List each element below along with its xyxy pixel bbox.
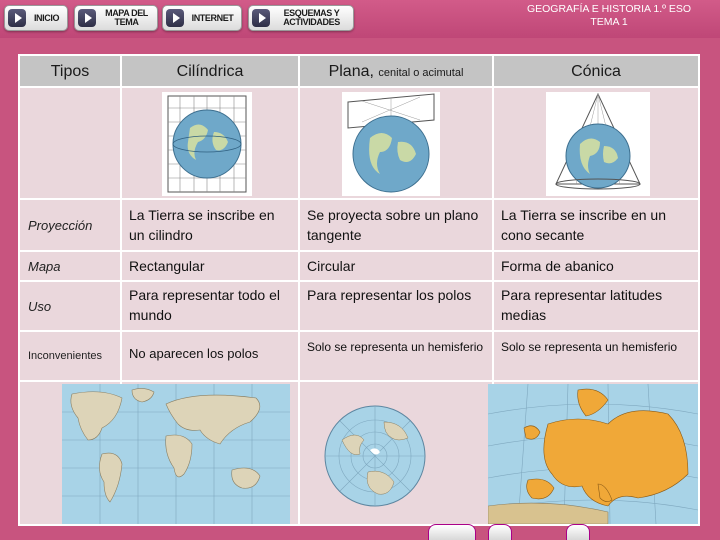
header-title bbox=[504, 3, 714, 29]
esquemas-actividades-label: ESQUEMAS Y ACTIVIDADES bbox=[283, 8, 340, 27]
footer-tab-left[interactable] bbox=[428, 524, 476, 540]
play-icon bbox=[252, 9, 270, 27]
play-icon bbox=[78, 9, 96, 27]
mapa-conica: Forma de abanico bbox=[494, 252, 698, 280]
inconvenientes-plana: Solo se representa un hemisferio bbox=[300, 332, 492, 380]
projections-table bbox=[18, 54, 700, 526]
header-plana bbox=[300, 56, 492, 86]
inconvenientes-cilindrica: No aparecen los polos bbox=[122, 332, 298, 380]
europe-map-image bbox=[488, 384, 698, 524]
world-map-image bbox=[62, 384, 290, 524]
proyeccion-conica: La Tierra se inscribe en un cono secante bbox=[494, 200, 698, 250]
header-unit: TEMA 1 bbox=[590, 16, 628, 28]
image-row-label-cell bbox=[20, 88, 120, 198]
inicio-button[interactable] bbox=[4, 5, 68, 31]
internet-button-label: INTERNET bbox=[191, 12, 234, 23]
image-cell-cilindrica bbox=[122, 88, 298, 198]
top-nav-bar bbox=[0, 0, 720, 38]
play-icon bbox=[166, 9, 184, 27]
proyeccion-cilindrica: La Tierra se inscribe en un cilindro bbox=[122, 200, 298, 250]
proyeccion-plana: Se proyecta sobre un plano tangente bbox=[300, 200, 492, 250]
plane-globe-icon bbox=[342, 92, 440, 196]
play-icon bbox=[8, 9, 26, 27]
uso-plana: Para representar los polos bbox=[300, 282, 492, 330]
inconvenientes-conica: Solo se representa un hemisferio bbox=[494, 332, 698, 380]
mapa-plana: Circular bbox=[300, 252, 492, 280]
cone-globe-icon bbox=[546, 92, 650, 196]
uso-conica: Para representar latitudes medias bbox=[494, 282, 698, 330]
header-tipos: Tipos bbox=[20, 56, 120, 86]
header-plana-main: Plana, bbox=[328, 63, 374, 80]
cylinder-globe-icon bbox=[162, 92, 252, 196]
image-cell-conica bbox=[494, 88, 698, 198]
footer-tab-middle[interactable] bbox=[488, 524, 512, 540]
row-label-proyeccion: Proyección bbox=[20, 200, 120, 250]
inicio-button-label: INICIO bbox=[33, 12, 60, 23]
header-cilindrica: Cilíndrica bbox=[122, 56, 298, 86]
header-subject: GEOGRAFÍA E HISTORIA 1.º ESO bbox=[526, 3, 692, 15]
header-conica: Cónica bbox=[494, 56, 698, 86]
mapa-del-tema-button[interactable] bbox=[74, 5, 158, 31]
header-plana-sub: cenital o acimutal bbox=[378, 67, 464, 79]
image-cell-plana bbox=[300, 88, 492, 198]
uso-cilindrica: Para representar todo el mundo bbox=[122, 282, 298, 330]
mapa-del-tema-label: MAPA DEL TEMA bbox=[105, 8, 148, 27]
polar-map-image bbox=[322, 384, 428, 524]
internet-button[interactable] bbox=[162, 5, 242, 31]
row-label-inconvenientes: Inconvenientes bbox=[20, 332, 120, 380]
footer-tab-right[interactable] bbox=[566, 524, 590, 540]
esquemas-actividades-button[interactable] bbox=[248, 5, 354, 31]
row-label-uso: Uso bbox=[20, 282, 120, 330]
row-label-mapa: Mapa bbox=[20, 252, 120, 280]
mapa-cilindrica: Rectangular bbox=[122, 252, 298, 280]
